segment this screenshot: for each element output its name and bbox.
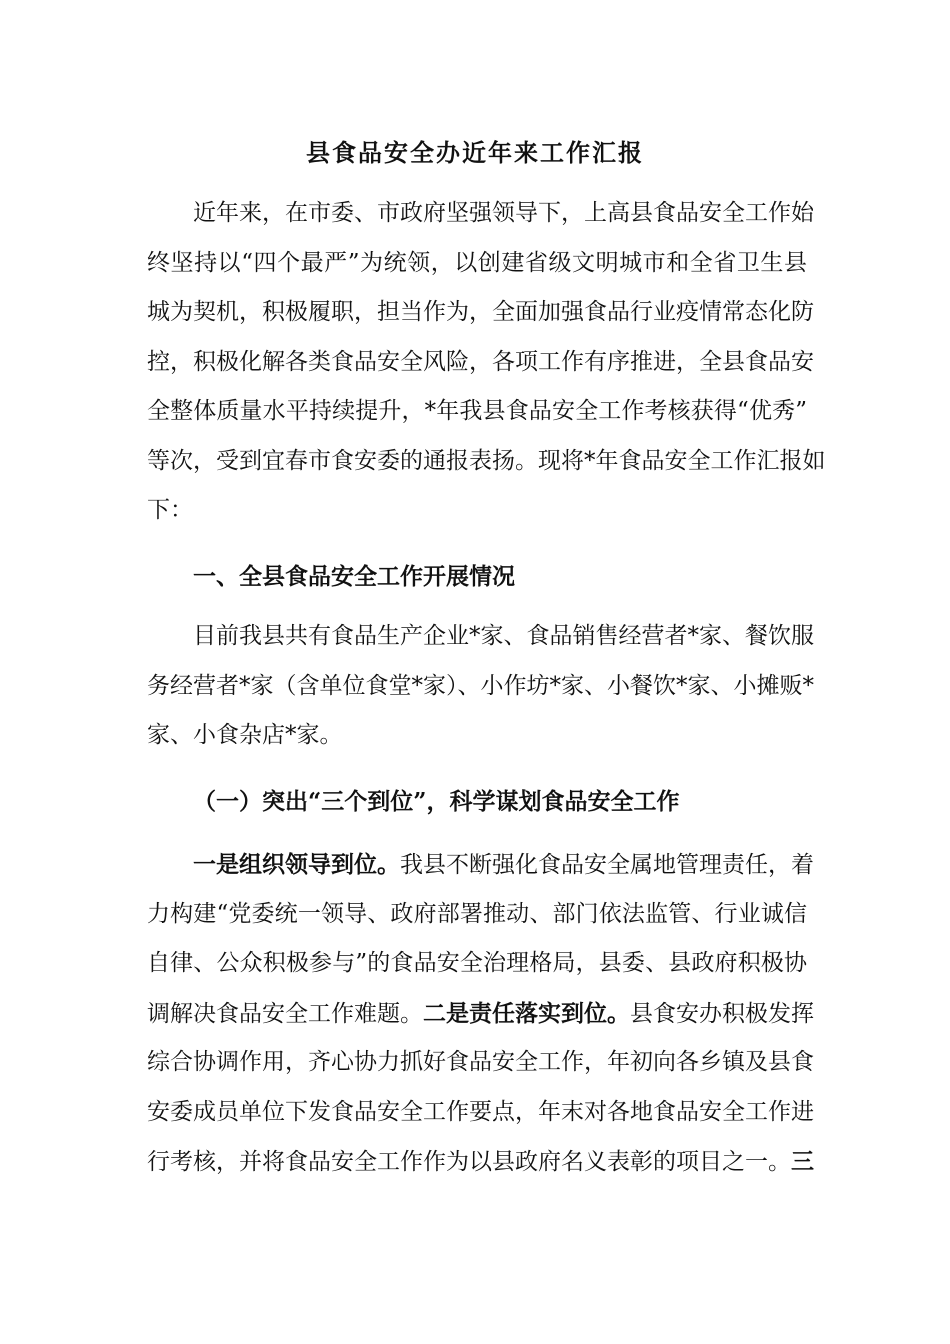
text-line xyxy=(147,1038,814,1088)
document-title: 县食品安全办近年来工作汇报 xyxy=(306,138,644,167)
text-segment: 家、小食杂店*家。 xyxy=(147,722,343,748)
text-line xyxy=(147,437,826,487)
text-segment: 安委成员单位下发食品安全工作要点，年末对各地食品安全工作进 xyxy=(147,1098,814,1125)
text-line xyxy=(147,288,814,338)
text-segment: 目前我县共有食品生产企业*家、食品销售经营者*家、餐饮服 xyxy=(193,623,814,649)
text-segment: 自律、公众积极参与”的食品安全治理格局，县委、县政府积极协 xyxy=(147,950,807,976)
text-line xyxy=(147,612,814,662)
text-segment: 城为契机，积极履职，担当作为，全面加强食品行业疫情常态化防 xyxy=(147,299,814,325)
text-segment: 综合协调作用，齐心协力抓好食品安全工作，年初向各乡镇及县食 xyxy=(147,1049,814,1075)
paragraph-intro xyxy=(147,189,826,536)
text-segment: 力构建“党委统一领导、政府部署推动、部门依法监管、行业诚信 xyxy=(147,900,807,927)
text-segment: 务经营者*家（含单位食堂*家）、小作坊*家、小餐饮*家、小摊贩* xyxy=(147,672,814,699)
text-segment: 终坚持以“四个最严”为统领，以创建省级文明城市和全省卫生县 xyxy=(147,249,807,276)
text-segment: 等次，受到宜春市食安委的通报表扬。现将*年食品安全工作汇报如 xyxy=(147,447,826,474)
text-line xyxy=(147,939,807,989)
text-line xyxy=(147,239,807,289)
text-segment: 行考核，并将食品安全工作作为以县政府名义表彰的项目之一。 xyxy=(147,1149,791,1175)
bold-lead-phrase: 一是组织领导到位。 xyxy=(193,851,400,878)
text-segment: 控，积极化解各类食品安全风险，各项工作有序推进，全县食品安 xyxy=(147,348,814,375)
text-line xyxy=(147,486,807,536)
text-line xyxy=(147,338,814,388)
bold-lead-phrase: 三 xyxy=(791,1148,814,1175)
text-line xyxy=(147,189,814,239)
text-line xyxy=(147,840,814,890)
text-segment: 下： xyxy=(147,497,193,523)
bold-lead-phrase: 二是责任落实到位。 xyxy=(423,999,630,1027)
text-line xyxy=(147,989,814,1039)
text-segment: 县食安办积极发挥 xyxy=(630,1000,814,1027)
text-line xyxy=(147,387,807,437)
paragraph-overview xyxy=(147,612,814,761)
text-line xyxy=(147,711,807,761)
text-line xyxy=(147,890,807,940)
text-segment: 近年来，在市委、市政府坚强领导下，上高县食品安全工作始 xyxy=(193,200,814,226)
paragraph-measures xyxy=(147,840,814,1187)
text-segment: 我县不断强化食品安全属地管理责任，着 xyxy=(400,852,814,878)
section-heading-1: 一、全县食品安全工作开展情况 xyxy=(193,563,515,590)
text-line xyxy=(147,662,814,712)
subsection-heading-1: （一）突出“三个到位”，科学谋划食品安全工作 xyxy=(193,788,680,815)
text-line xyxy=(147,1088,814,1138)
text-line xyxy=(147,1137,814,1187)
text-segment: 调解决食品安全工作难题。 xyxy=(147,1000,423,1027)
text-segment: 全整体质量水平持续提升，*年我县食品安全工作考核获得“优秀” xyxy=(147,398,807,424)
